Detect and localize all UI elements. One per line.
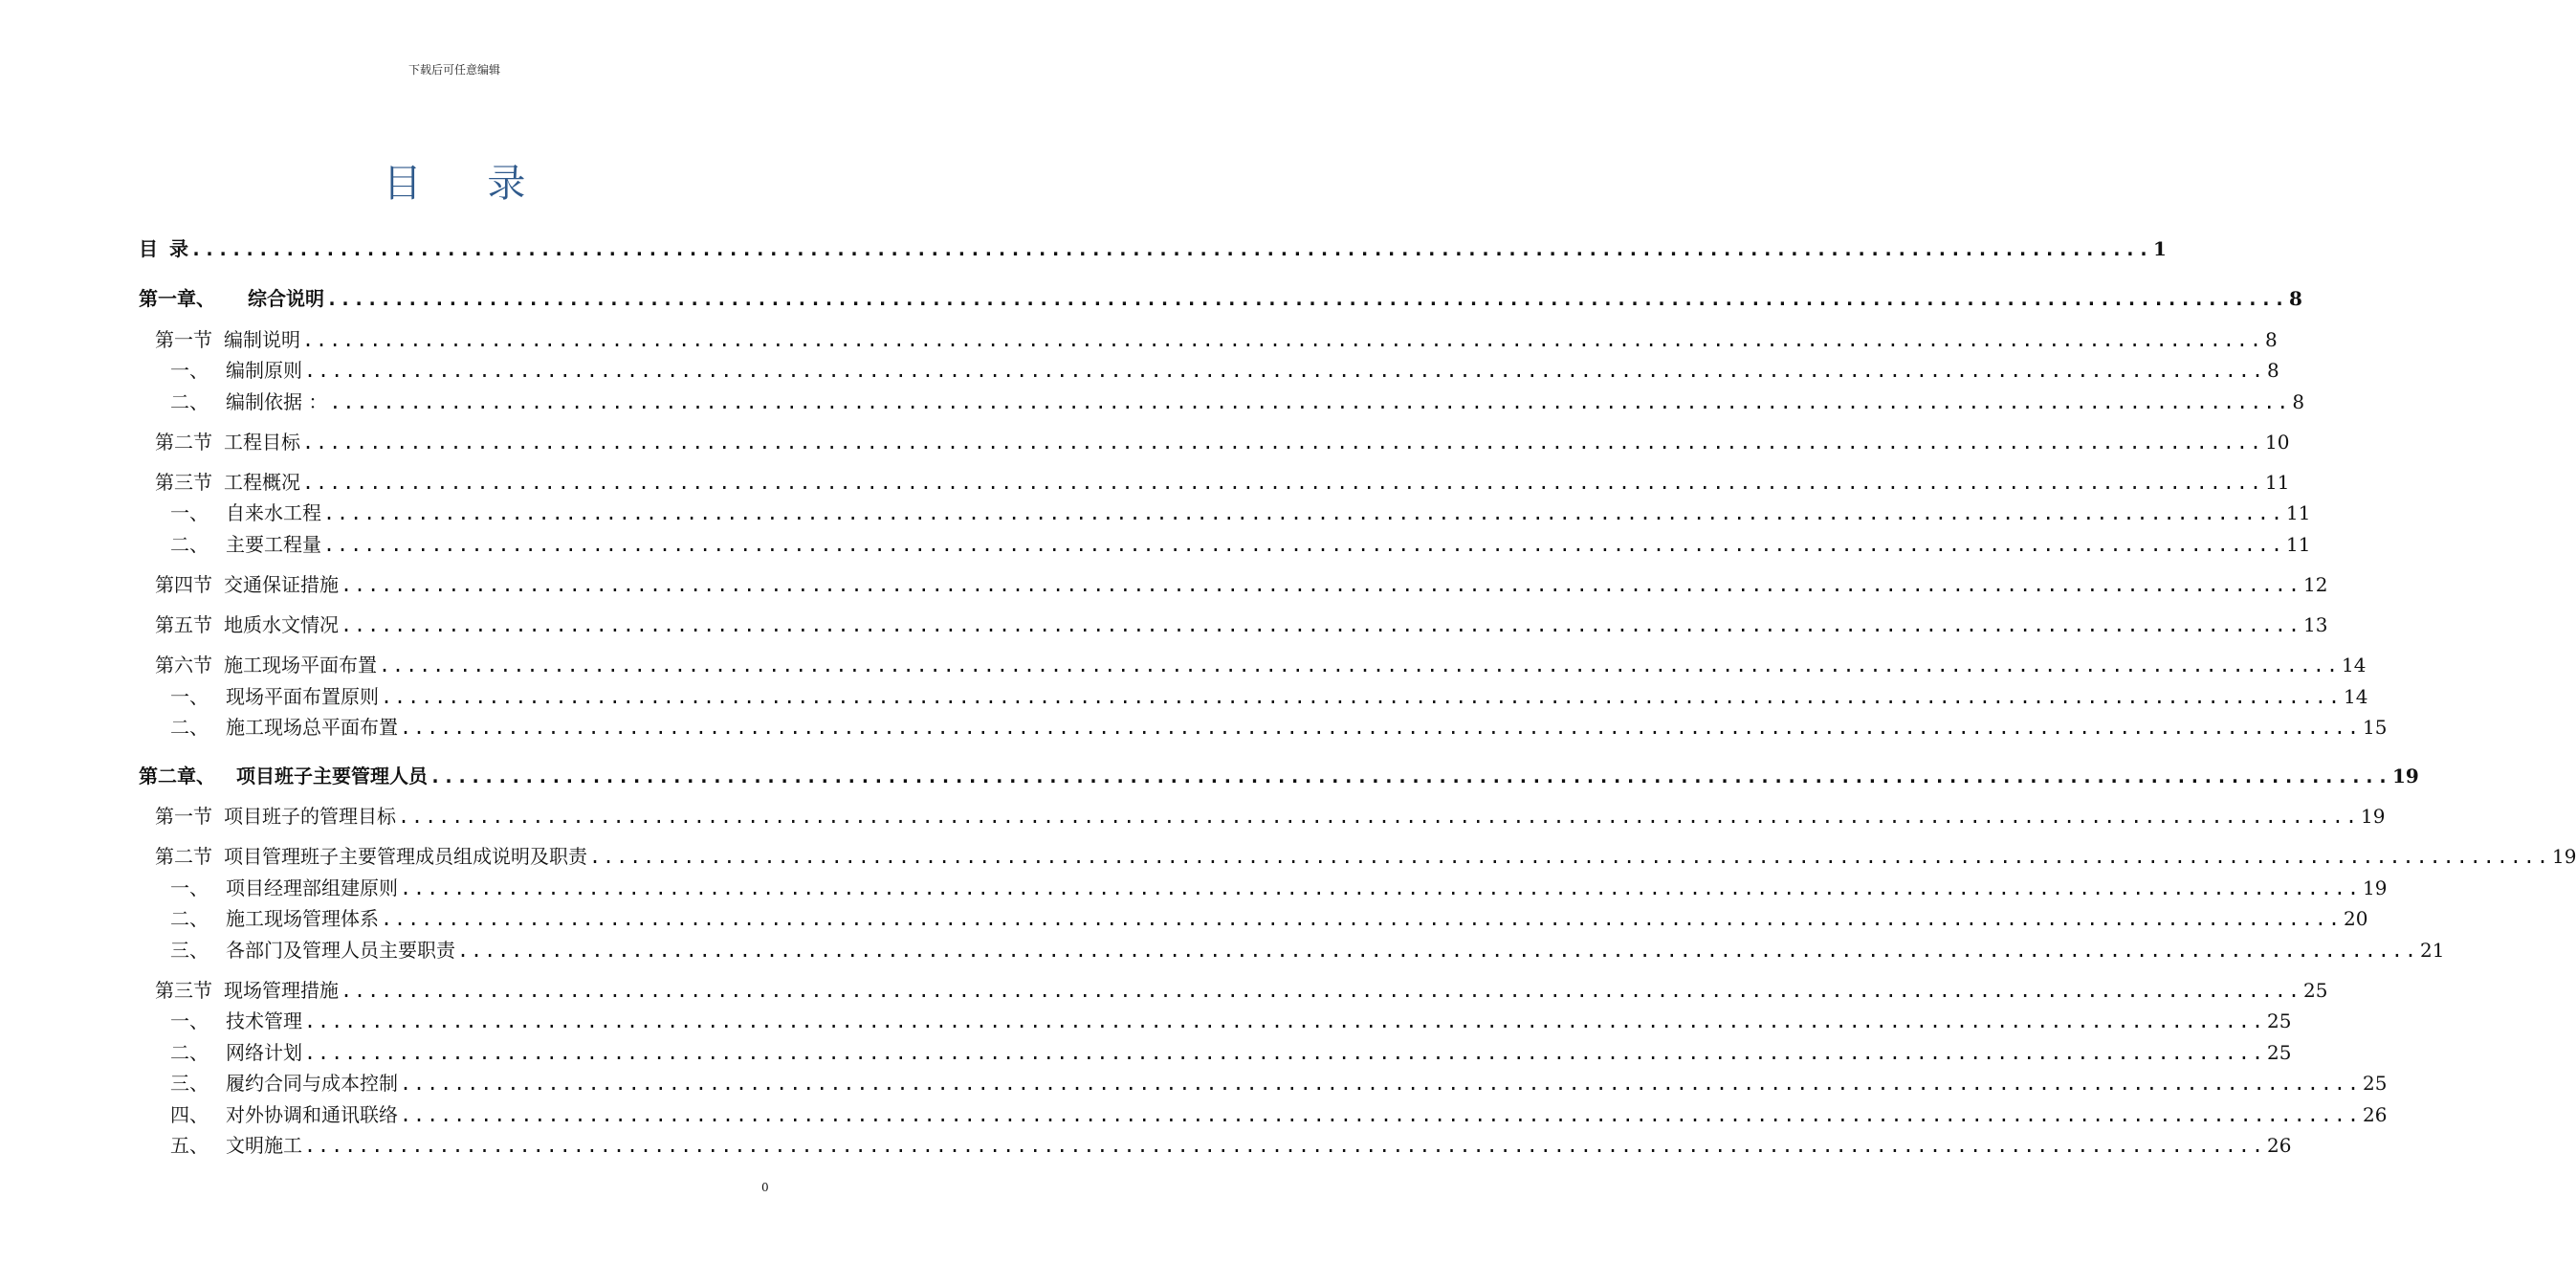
toc-entry[interactable]: [139, 233, 2167, 261]
toc-page: 14: [2342, 654, 2367, 676]
toc-text: 工程目标: [224, 431, 300, 454]
toc-entry[interactable]: [170, 1068, 2388, 1096]
toc-entry[interactable]: [170, 681, 2368, 709]
toc-entry[interactable]: [170, 498, 2311, 525]
toc-text: 自来水工程: [226, 501, 321, 524]
toc-text: 施工现场管理体系: [226, 907, 379, 930]
toc-text: 项目班子的管理目标: [224, 805, 396, 828]
toc-leader: ..................................................................................................................................................: [304, 1009, 2265, 1032]
toc-leader: ..................................................................................................................................................: [400, 716, 2361, 739]
toc-page: 10: [2265, 431, 2290, 454]
toc-entry[interactable]: [170, 355, 2279, 383]
toc-leader: ..................................................................................................................................................: [329, 390, 2291, 413]
toc-page: 11: [2286, 533, 2311, 556]
toc-page: 25: [2267, 1041, 2292, 1064]
toc-entry[interactable]: [170, 1099, 2388, 1127]
toc-page: 13: [2303, 613, 2328, 636]
toc-leader: ..................................................................................................................................................: [589, 845, 2550, 868]
toc-leader: ..................................................................................................................................................: [400, 876, 2361, 899]
toc-page: 12: [2303, 573, 2328, 596]
toc-leader: ..................................................................................................................................................: [400, 1103, 2361, 1126]
toc-leader: ..................................................................................................................................................: [326, 287, 2287, 310]
page-number: 0: [761, 1181, 769, 1194]
toc-page: 8: [2267, 359, 2279, 382]
toc-number: 五、: [170, 1134, 209, 1157]
toc-text: 现场平面布置原则: [226, 685, 379, 708]
toc-leader: ..................................................................................................................................................: [381, 907, 2342, 930]
toc-text: 技术管理: [226, 1009, 302, 1032]
toc-number: 二、: [170, 1041, 209, 1064]
toc-entry[interactable]: [139, 761, 2419, 788]
toc-number: 二、: [170, 533, 209, 556]
toc-entry[interactable]: [155, 467, 2290, 495]
page-title: 目 录: [383, 162, 553, 206]
toc-number: 四、: [170, 1103, 209, 1126]
toc-number: 三、: [170, 939, 209, 962]
toc-entry[interactable]: [170, 873, 2388, 900]
toc-entry[interactable]: [170, 529, 2311, 557]
toc-number: 第二节: [155, 431, 212, 454]
toc-leader: ..................................................................................................................................................: [302, 471, 2263, 494]
toc-number: 二、: [170, 907, 209, 930]
toc-number: 目: [139, 237, 158, 260]
toc-entry[interactable]: [170, 1130, 2292, 1158]
toc-entry[interactable]: [155, 324, 2278, 352]
toc-leader: ..................................................................................................................................................: [429, 765, 2390, 787]
toc-page: 21: [2420, 939, 2445, 962]
toc-page: 8: [2289, 287, 2302, 310]
toc-page: 26: [2267, 1134, 2292, 1157]
toc-leader: ..................................................................................................................................................: [304, 1134, 2265, 1157]
toc-number: 一、: [170, 685, 209, 708]
toc-text: 地质水文情况: [224, 613, 339, 636]
toc-number: 二、: [170, 716, 209, 739]
toc-entry[interactable]: [155, 610, 2328, 637]
toc-leader: ..................................................................................................................................................: [323, 533, 2284, 556]
toc-entry[interactable]: [155, 569, 2328, 597]
toc-text: 施工现场平面布置: [224, 654, 377, 676]
toc-leader: ..................................................................................................................................................: [302, 431, 2263, 454]
toc-leader: ..................................................................................................................................................: [400, 1072, 2361, 1095]
toc-text: 项目班子主要管理人员: [236, 765, 428, 787]
toc-entry[interactable]: [155, 841, 2576, 869]
toc-text: 编制原则: [226, 359, 302, 382]
toc-page: 25: [2267, 1009, 2292, 1032]
page-header: 下载后可任意编辑: [407, 63, 500, 77]
toc-page: 11: [2286, 501, 2311, 524]
toc-leader: ..................................................................................................................................................: [190, 237, 2151, 260]
toc-entry[interactable]: [155, 975, 2328, 1003]
toc-number: 第一节: [155, 805, 212, 828]
toc-page: 11: [2265, 471, 2290, 494]
toc-entry[interactable]: [155, 801, 2386, 829]
toc-page: 8: [2292, 390, 2305, 413]
toc-page: 15: [2363, 716, 2388, 739]
toc-leader: ..................................................................................................................................................: [304, 1041, 2265, 1064]
toc-page: 1: [2153, 237, 2167, 260]
toc-number: 第三节: [155, 979, 212, 1002]
toc-leader: ..................................................................................................................................................: [457, 939, 2418, 962]
toc-leader: ..................................................................................................................................................: [381, 685, 2342, 708]
toc-text: 对外协调和通讯联络: [226, 1103, 398, 1126]
toc-number: 三、: [170, 1072, 209, 1095]
toc-entry[interactable]: [170, 935, 2445, 963]
toc-entry[interactable]: [155, 650, 2367, 677]
toc-text: 项目经理部组建原则: [226, 876, 398, 899]
toc-entry[interactable]: [170, 1037, 2292, 1065]
toc-number: 一、: [170, 501, 209, 524]
toc-text: 录: [169, 237, 188, 260]
toc-number: 第五节: [155, 613, 212, 636]
toc-page: 19: [2392, 765, 2419, 787]
toc-page: 26: [2363, 1103, 2388, 1126]
toc-text: 主要工程量: [226, 533, 321, 556]
toc-number: 一、: [170, 1009, 209, 1032]
toc-leader: ..................................................................................................................................................: [379, 654, 2340, 676]
toc-entry[interactable]: [170, 387, 2305, 414]
toc-entry[interactable]: [170, 903, 2368, 931]
toc-page: 20: [2344, 907, 2368, 930]
toc-leader: ..................................................................................................................................................: [323, 501, 2284, 524]
toc-text: 工程概况: [224, 471, 300, 494]
toc-page: 25: [2363, 1072, 2388, 1095]
toc-number: 第二章、: [139, 765, 215, 787]
toc-text: 网络计划: [226, 1041, 302, 1064]
toc-number: 二、: [170, 390, 209, 413]
toc-leader: ..................................................................................................................................................: [341, 573, 2301, 596]
toc-text: 编制依据 ：: [226, 390, 328, 413]
toc-text: 交通保证措施: [224, 573, 339, 596]
toc-text: 履约合同与成本控制: [226, 1072, 398, 1095]
toc-number: 第六节: [155, 654, 212, 676]
toc-text: 各部门及管理人员主要职责: [226, 939, 455, 962]
toc-number: 一、: [170, 876, 209, 899]
toc-entry[interactable]: [139, 283, 2302, 311]
toc-page: 14: [2344, 685, 2368, 708]
toc-entry[interactable]: [155, 427, 2290, 455]
toc-number: 第二节: [155, 845, 212, 868]
toc-number: 第四节: [155, 573, 212, 596]
toc-leader: ..................................................................................................................................................: [398, 805, 2359, 828]
toc-text: 施工现场总平面布置: [226, 716, 398, 739]
toc-page: 19: [2552, 845, 2576, 868]
toc-page: 19: [2363, 876, 2388, 899]
toc-leader: ..................................................................................................................................................: [302, 328, 2263, 351]
toc-leader: ..................................................................................................................................................: [304, 359, 2265, 382]
toc-entry[interactable]: [170, 1006, 2292, 1033]
toc-page: 19: [2361, 805, 2386, 828]
toc-text: 文明施工: [226, 1134, 302, 1157]
toc-text: 项目管理班子主要管理成员组成说明及职责: [224, 845, 587, 868]
toc-page: 25: [2303, 979, 2328, 1002]
toc-entry[interactable]: [170, 712, 2388, 740]
toc-text: 编制说明: [224, 328, 300, 351]
toc-leader: ..................................................................................................................................................: [341, 613, 2301, 636]
toc-leader: ..................................................................................................................................................: [341, 979, 2301, 1002]
toc-number: 第三节: [155, 471, 212, 494]
toc-text: 综合说明: [248, 287, 324, 310]
toc-number: 第一章、: [139, 287, 215, 310]
toc-number: 第一节: [155, 328, 212, 351]
toc-text: 现场管理措施: [224, 979, 339, 1002]
toc-number: 一、: [170, 359, 209, 382]
toc-page: 8: [2265, 328, 2278, 351]
